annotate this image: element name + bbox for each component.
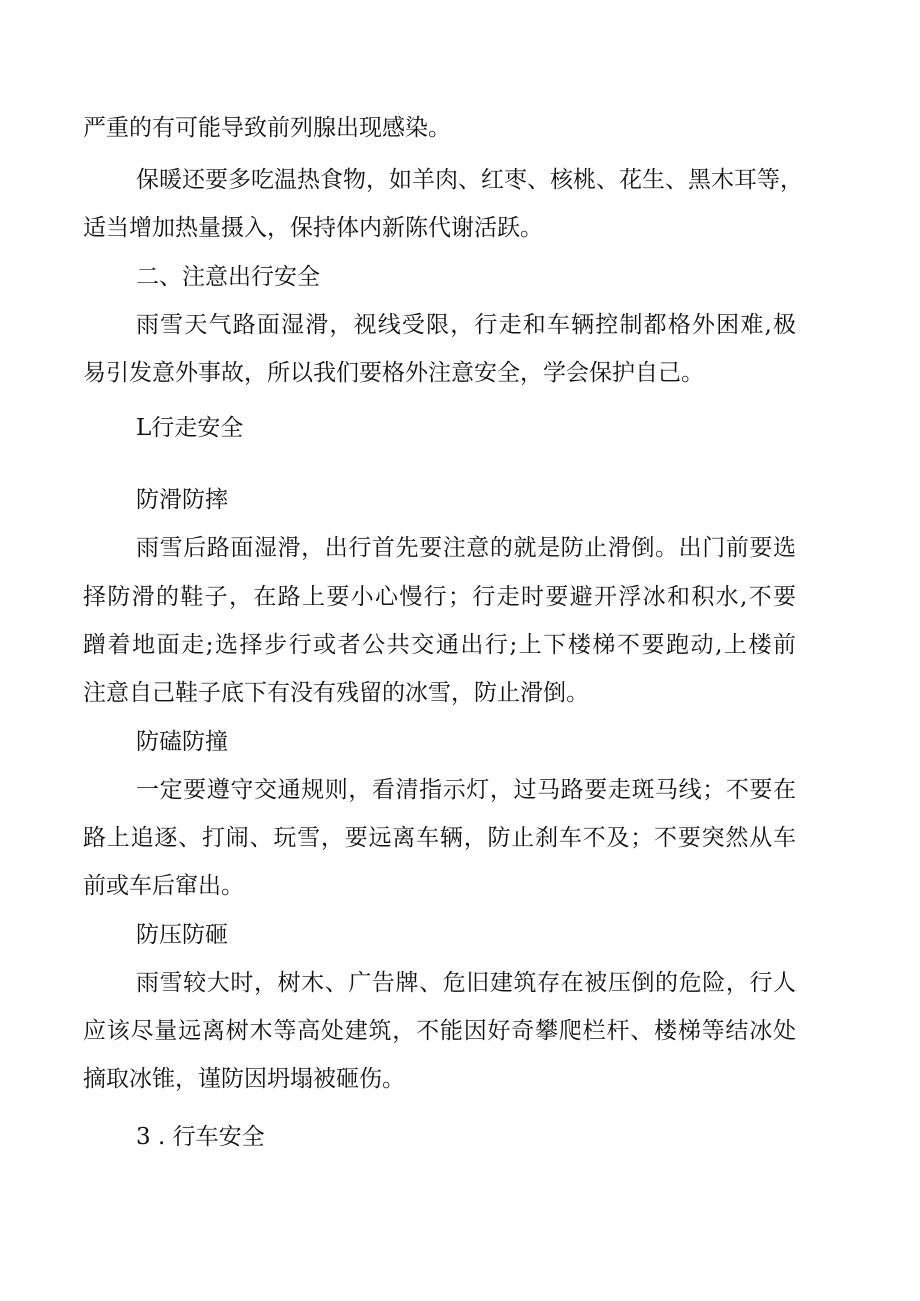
text-line: 严重的有可能导致前列腺出现感染。 [83, 115, 451, 141]
text-line: 雨雪天气路面湿滑，视线受限，行走和车辆控制都格外困难,极 [136, 312, 796, 338]
text-line: 雨雪后路面湿滑，出行首先要注意的就是防止滑倒。出门前要选 [136, 535, 796, 561]
text-line: 易引发意外事故，所以我们要格外注意安全，学会保护自己。 [83, 360, 704, 386]
text-line: 3 . 行车安全 [136, 1124, 265, 1150]
text-line: 摘取冰锥，谨防因坍塌被砸伤。 [83, 1066, 405, 1092]
text-line: 蹭着地面走;选择步行或者公共交通出行;上下楼梯不要跑动,上楼前 [83, 632, 796, 658]
text-line: 适当增加热量摄入，保持体内新陈代谢活跃。 [83, 215, 543, 241]
text-line: 路上追逐、打闹、玩雪，要远离车辆，防止刹车不及；不要突然从车 [83, 825, 796, 851]
text-line: 注意自己鞋子底下有没有残留的冰雪，防止滑倒。 [83, 680, 589, 706]
text-line: 雨雪较大时，树木、广告牌、危旧建筑存在被压倒的危险，行人 [136, 970, 796, 996]
text-line: 择防滑的鞋子，在路上要小心慢行；行走时要避开浮冰和积水,不要 [83, 584, 796, 610]
text-line: 一定要遵守交通规则，看清指示灯，过马路要走斑马线；不要在 [136, 777, 796, 803]
text-line: L行走安全 [136, 415, 244, 441]
text-line: 保暖还要多吃温热食物，如羊肉、红枣、核桃、花生、黑木耳等， [136, 167, 803, 193]
text-line: 应该尽量远离树木等高处建筑，不能因好奇攀爬栏杆、楼梯等结冰处 [83, 1018, 796, 1044]
text-line: 防滑防摔 [136, 487, 228, 513]
text-line: 防压防砸 [136, 922, 228, 948]
text-line: 前或车后窜出。 [83, 873, 244, 899]
text-line: 二、注意出行安全 [136, 264, 320, 290]
text-line: 防磕防撞 [136, 729, 228, 755]
